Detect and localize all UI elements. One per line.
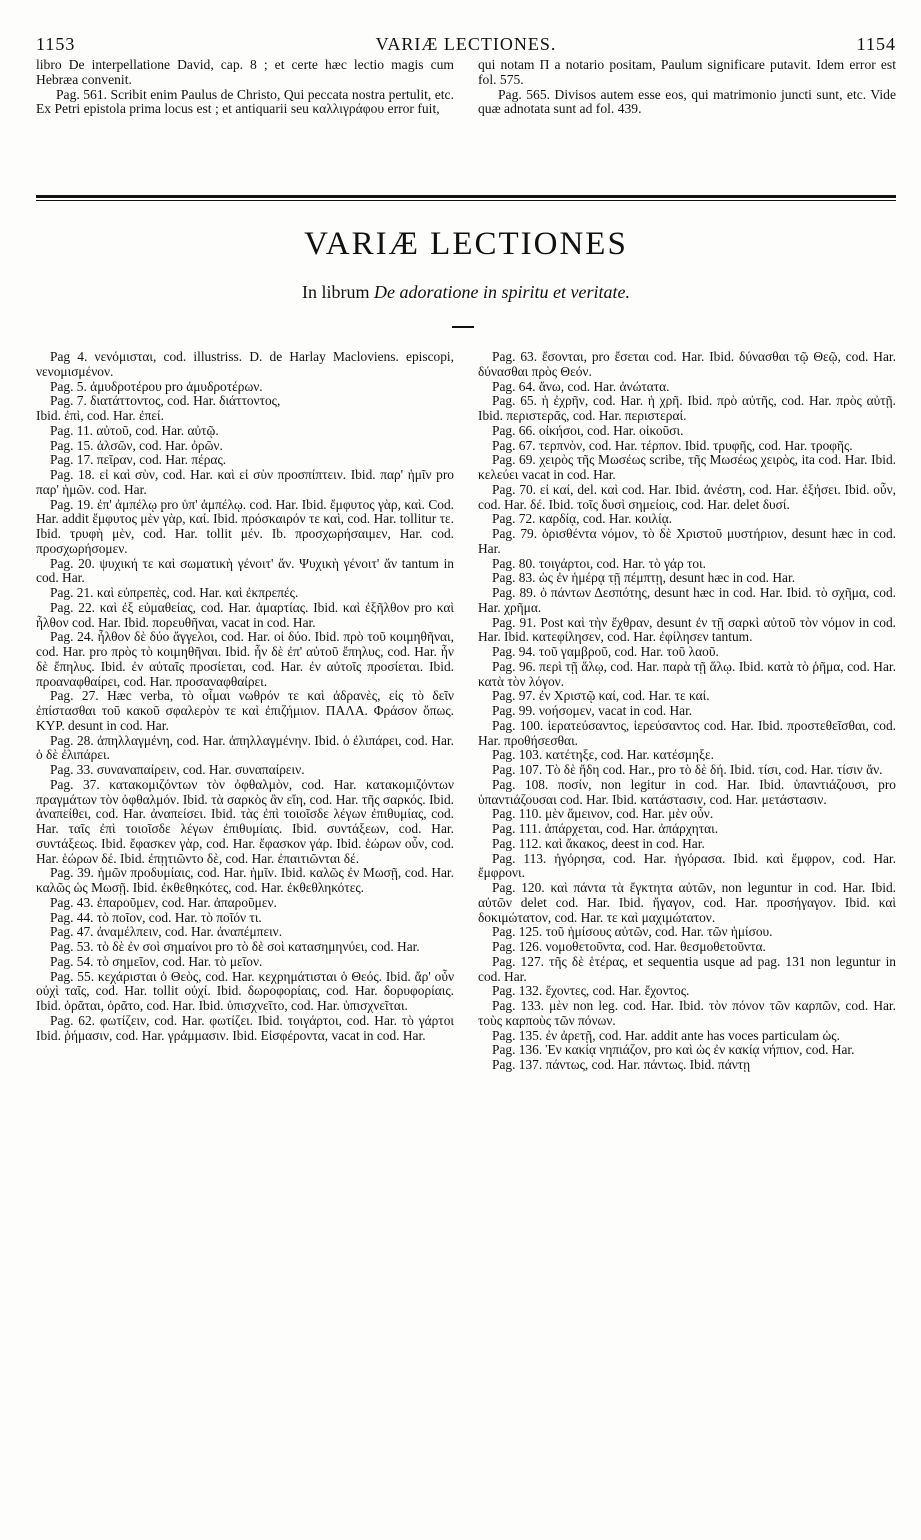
reading-entry: Pag. 63. ἔσονται, pro ἔσεται cod. Har. Ibid. δύνασθαι τῷ Θεῷ, cod. Har. δύνασθαι πρὸς Θεόν. <box>478 349 896 379</box>
section-title: VARIÆ LECTIONES <box>304 226 628 262</box>
section-divider-thin <box>36 200 896 201</box>
reading-entry: Pag. 5. ἀμυδροτέρου pro ἀμυδροτέρων. <box>50 378 263 394</box>
reading-entry: Pag. 103. κατέτηξε, cod. Har. κατέσμηξε. <box>492 747 714 763</box>
reading-entry: Pag. 83. ὡς ἐν ἡμέρᾳ τῇ πέμπτῃ, desunt hæc in cod. Har. <box>492 570 796 586</box>
reading-entry: Pag. 110. μὲν ἄμεινον, cod. Har. μὲν οὖν. <box>492 806 714 822</box>
reading-entry: Pag. 127. τῆς δὲ ἑτέρας, et sequentia usque ad pag. 131 non leguntur in cod. Har. <box>478 953 896 984</box>
reading-entry: Pag 4. νενόμισται, cod. illustriss. D. de Harlay Macloviens. episcopi, νενομισμένον. <box>36 349 454 379</box>
reading-entry: Pag. 54. τὸ σημεῖον, cod. Har. τὸ μεῖον. <box>50 953 263 969</box>
reading-entry: Pag. 65. ἡ ἐχρῆν, cod. Har. ἡ χρῆ. Ibid. πρὸ αὐτῆς, cod. Har. πρὸς αὐτῇ. Ibid. περιστερᾶς, cod. Har. περιστεραί. <box>478 393 896 423</box>
reading-entry: Pag. 43. ἐπαροῦμεν, cod. Har. ἀπαροῦμεν. <box>50 894 277 910</box>
reading-entry: Pag. 100. ἱερατεύσαντος, ἱερεύσαντος cod. Har. Ibid. προστεθεῖσθαι, cod. Har. προθήσεσθαι. <box>478 717 896 748</box>
reading-entry: Pag. 132. ἔχοντες, cod. Har. ἔχοντος. <box>492 983 690 999</box>
reading-entry: Pag. 107. Τὸ δὲ ἤδη cod. Har., pro τὸ δὲ δή. Ibid. τίσι, cod. Har. τίσιν ἄν. <box>492 762 883 777</box>
reading-entry: Pag. 94. τοῦ γαμβροῦ, cod. Har. τοῦ λαοῦ. <box>492 644 719 659</box>
page-number-left: 1153 <box>36 34 76 54</box>
reading-entry: Pag. 133. μὲν non leg. cod. Har. Ibid. τὸν πόνον τῶν καρπῶν, cod. Har. τοὺς καρποὺς τῶν πόνων. <box>478 998 896 1028</box>
reading-entry: Pag. 28. ἀπηλλαγμένη, cod. Har. ἀπηλλαγμένην. Ibid. ὁ ἐλιπάρει, cod. Har. ὁ δὲ ἐλιπάρει. <box>36 732 454 763</box>
variant-readings <box>36 350 896 1500</box>
reading-entry: Pag. 89. ὁ πάντων Δεσπότης, desunt hæc in cod. Har. Ibid. τὸ σχῆμα, cod. Har. χρῆμα. <box>478 585 896 615</box>
reading-entry: Pag. 53. τὸ δὲ ἐν σοὶ σημαίνοι pro τὸ δὲ σοὶ κατασημηνύει, cod. Har. <box>50 939 420 954</box>
reading-entry: Pag. 136. Ἐν κακίᾳ νηπιάζον, pro καὶ ὡς ἐν κακίᾳ νήπιον, cod. Har. <box>492 1042 855 1058</box>
reading-entry: Pag. 70. εἰ καί, del. καὶ cod. Har. Ibid. ἀνέστη, cod. Har. ἐξήσει. Ibid. οὖν, cod. Har. δέ. Ibid. τοῖς δυσὶ σημείοις, cod. Har. delet δυσί. <box>478 481 896 512</box>
reading-entry: Pag. 72. καρδίᾳ, cod. Har. κοιλίᾳ. <box>492 511 673 527</box>
reading-entry: Pag. 99. νοήσομεν, vacat in cod. Har. <box>492 703 693 718</box>
page-number-right: 1154 <box>856 34 896 54</box>
reading-entry: Pag. 67. τερπνὸν, cod. Har. τέρπον. Ibid. τρυφῆς, cod. Har. τροφῆς. <box>492 437 853 453</box>
reading-entry: Pag. 112. καὶ ἄκακος, deest in cod. Har. <box>492 835 705 851</box>
reading-entry: Pag. 120. καὶ πάντα τὰ ἔγκτητα αὐτῶν, non leguntur in cod. Har. Ibid. αὐτῶν delet cod. Har. Ibid. ἤγαγον, cod. Har. προσήγαγον. Ibid. καὶ δοκιμώτατον, cod. Har. τε καὶ μαχιμώτατον. <box>478 880 896 925</box>
note-paragraph: Pag. 561. Scribit enim Paulus de Christo, Qui peccata nostra pertulit, etc. Ex Petri epistola prima locus est ; et antiquarii seu καλλιγράφου error fuit, <box>36 86 454 117</box>
continued-notes-right-column <box>478 58 896 168</box>
readings-left-column <box>36 350 454 1500</box>
ornamental-dash <box>452 326 474 328</box>
reading-entry: Pag. 24. ἦλθον δὲ δύο ἄγγελοι, cod. Har. οἱ δύο. Ibid. πρὸ τοῦ κοιμηθῆναι, cod. Har. pro πρὸς τὸ κοιμηθῆναι. Ibid. ἦν δὲ ἐπ' αὐτοῦ ἔπηλυς, cod. Har. ἦν δὲ ἔπηλυς. Ibid. ἐν αὐταῖς προσίεται, cod. Har. ἐν αὐτοῖς προσίεται. Ibid. προαναφθαίρει, cod. Har. προσαναφθαίρει. <box>36 629 454 689</box>
reading-entry: Pag. 80. τοιγάρτοι, cod. Har. τὸ γάρ τοι. <box>492 555 707 571</box>
section-divider-thick <box>36 195 896 198</box>
reading-entry: Pag. 111. ἀπάρχεται, cod. Har. ἀπάρχηται. <box>492 821 719 836</box>
running-header <box>36 34 896 56</box>
reading-entry: Pag. 135. ἐν ἀρετῇ, cod. Har. addit ante has voces particulam ὡς. <box>492 1027 840 1043</box>
reading-entry: Ibid. ἐπὶ, cod. Har. ἐπεί. <box>36 408 164 423</box>
reading-entry: Pag. 21. καὶ εὐπρεπὲς, cod. Har. καὶ ἐκπρεπές. <box>50 585 299 600</box>
reading-entry: Pag. 126. νομοθετοῦντα, cod. Har. θεσμοθετοῦντα. <box>492 939 766 954</box>
subtitle-work-title: De adoratione in spiritu et veritate. <box>374 282 630 302</box>
reading-entry: Pag. 19. ἐπ' ἀμπέλῳ pro ὑπ' ἀμπέλῳ. cod. Har. Ibid. ἔμφυτος γὰρ, καὶ. Cod. Har. addit ἔμφυτος μὲν γὰρ, καί. Ibid. πρόσκαιρόν τε καὶ, cod. Har. tollitur τε. Ibid. τρυφὴ μὲν, cod. Har. tollit μέν. Ib. προσχωρήσαιμεν, Har. cod. προσχωρήσομεν. <box>36 496 454 556</box>
reading-entry: Pag. 11. αὐτοῦ, cod. Har. αὐτῷ. <box>50 422 219 438</box>
reading-entry: Pag. 47. ἀναμέλπειν, cod. Har. ἀναπέμπειν. <box>50 924 283 940</box>
reading-entry: Pag. 33. συναναπαίρειν, cod. Har. συναπαίρειν. <box>50 762 305 777</box>
reading-entry: Pag. 108. ποσίν, non legitur in cod. Har. Ibid. ὑπαντιάζουσι, pro ὑπαντιάζουσαι cod. Har. Ibid. κατάστασιν, cod. Har. μετάστασιν. <box>478 776 896 807</box>
reading-entry: Pag. 62. φωτίζειν, cod. Har. φωτίζει. Ibid. τοιγάρτοι, cod. Har. τὸ γάρτοι Ibid. ῥήμασιν, cod. Har. γράμμασιν. Ibid. Εἰσφέροντα, vacat in cod. Har. <box>36 1012 454 1043</box>
reading-entry: Pag. 27. Hæc verba, τὸ οἶμαι νωθρόν τε καὶ ἀδρανὲς, εἰς τὸ δεῖν ἐπίστασθαι τοῦ κακοῦ σφαλερὸν τε καὶ ἐπιζήμιον. ΠΑΛΑ. Φράσον ὅπως. ΚΥΡ. desunt in cod. Har. <box>36 688 454 733</box>
reading-entry: Pag. 113. ἠγόρησα, cod. Har. ἠγόρασα. Ibid. καὶ ἔμφρον, cod. Har. ἔμφρονι. <box>478 850 896 881</box>
reading-entry: Pag. 96. περὶ τῇ ἅλῳ, cod. Har. παρὰ τῇ ἅλῳ. Ibid. κατὰ τὸ ῥῆμα, cod. Har. κατὰ τὸν λόγον. <box>478 658 896 689</box>
reading-entry: Pag. 7. διατάττοντος, cod. Har. διάττοντος, <box>50 393 281 409</box>
subtitle-prefix: In librum <box>302 282 370 302</box>
note-paragraph: libro De interpellatione David, cap. 8 ; et certe hæc lectio magis cum Hebræa convenit. <box>36 57 454 87</box>
running-title: VARIÆ LECTIONES. <box>375 34 557 54</box>
reading-entry: Pag. 18. εἰ καὶ σὺν, cod. Har. καὶ εἰ σὺν προσπίπτειν. Ibid. παρ' ἡμῖν pro παρ' ἡμῶν. cod. Har. <box>36 467 454 497</box>
reading-entry: Pag. 55. κεχάρισται ὁ Θεὸς, cod. Har. κεχρημάτισται ὁ Θεός. Ibid. ἄρ' οὖν οὐχὶ ταῖς, cod. Har. tollit οὐχί. Ibid. δωροφορίαις, cod. Har. δορυφορίαις. Ibid. ὁρᾶται, ὁρᾶτο, cod. Har. Ibid. ὑπισχνεῖτο, cod. Har. ὑπισχνεῖται. <box>36 968 454 1013</box>
reading-entry: Pag. 91. Post καὶ τὴν ἔχθραν, desunt ἐν τῇ σαρκὶ αὐτοῦ τὸν νόμον in cod. Har. Ibid. κατεφίλησεν, cod. Har. ἐφίλησεν tantum. <box>478 614 896 645</box>
reading-entry: Pag. 69. χειρὸς τῆς Μωσέως scribe, τῆς Μωσέως χειρὸς, ita cod. Har. Ibid. κελεύει vacat in cod. Har. <box>478 452 896 482</box>
section-subtitle <box>36 282 896 303</box>
note-paragraph: qui notam Π a notario positam, Paulum significare putavit. Idem error est fol. 575. <box>478 57 896 87</box>
reading-entry: Pag. 44. τὸ ποῖον, cod. Har. τὸ ποῖόν τι. <box>50 909 262 925</box>
reading-entry: Pag. 66. οἰκήσοι, cod. Har. οἰκοῦσι. <box>492 422 684 438</box>
reading-entry: Pag. 15. ἀλσῶν, cod. Har. ὀρῶν. <box>50 437 223 453</box>
reading-entry: Pag. 97. ἐν Χριστῷ καί, cod. Har. τε καί. <box>492 688 710 704</box>
reading-entry: Pag. 125. τοῦ ἡμίσους αὐτῶν, cod. Har. τῶν ἡμίσου. <box>492 924 773 940</box>
reading-entry: Pag. 37. κατακομιζόντων τὸν ὀφθαλμὸν, cod. Har. κατακομιζόντων πραγμάτων τὸν ὀφθαλμόν. Ibid. τὰ σαρκὸς ἂν εἴη, cod. Har. τῆς σαρκός. Ibid. ἀναπείθει, cod. Har. ἀναπείσει. Ibid. τὰς ἐπὶ τοιοῖσδε λέγων ἐπιθυμίας, cod. Har. ταῖς ἐπὶ τοιοῖσδε λέγων ἐπιθυμίαις. Ibid. συντάξεων, cod. Har. συντάξεως. Ibid. ἔφασκεν γὰρ, cod. Har. ἔφασκον γάρ. Ibid. ἑώρων οὖν, cod. Har. ἑώρων δέ. Ibid. ἐπῃτιῶντο δὲ, cod. Har. ἐπαιτιῶνται δέ. <box>36 776 454 866</box>
reading-entry: Pag. 79. ὁρισθέντα νόμον, τὸ δὲ Χριστοῦ μυστήριον, desunt hæc in cod. Har. <box>478 526 896 556</box>
reading-entry: Pag. 137. πάντως, cod. Har. πάντως. Ibid. πάντῃ <box>492 1057 751 1072</box>
reading-entry: Pag. 22. καὶ ἐξ εὐμαθείας, cod. Har. ἁμαρτίας. Ibid. καὶ ἐξῆλθον pro καὶ ἦλθον cod. Har. Ibid. πορευθῆναι, vacat in cod. Har. <box>36 599 454 630</box>
continued-notes <box>36 58 896 168</box>
readings-right-column <box>478 350 896 1500</box>
note-paragraph: Pag. 565. Divisos autem esse eos, qui matrimonio juncti sunt, etc. Vide quæ adnotata sunt ad fol. 439. <box>478 86 896 117</box>
reading-entry: Pag. 20. ψυχική τε καὶ σωματικὴ γένοιτ' ἄν. Ψυχικὴ γένοιτ' ἄν tantum in cod. Har. <box>36 555 454 586</box>
continued-notes-left-column <box>36 58 454 168</box>
reading-entry: Pag. 39. ἡμῶν προδυμίαις, cod. Har. ἡμῖν. Ibid. καλῶς ἐν Μωσῇ, cod. Har. καλῶς ὡς Μωσῇ. Ibid. ἐκθεθηκότες, cod. Har. ἐκθεθληκότες. <box>36 865 454 895</box>
reading-entry: Pag. 17. πεῖραν, cod. Har. πέρας. <box>50 452 227 468</box>
reading-entry: Pag. 64. ἄνω, cod. Har. ἀνώτατα. <box>492 378 670 394</box>
